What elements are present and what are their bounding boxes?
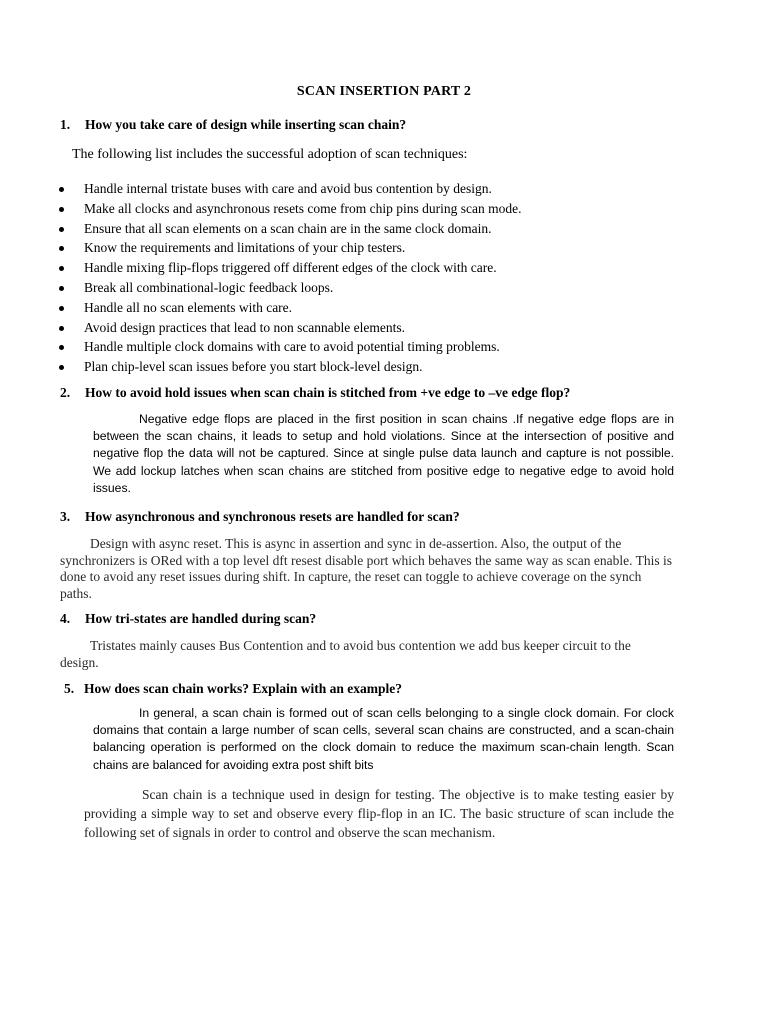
document-title: SCAN INSERTION PART 2 [296,84,472,99]
q3-answer [60,536,672,602]
question-number: 5. [64,681,75,696]
list-item: Break all combinational-logic feedback loops. [56,278,522,298]
bullet-icon [59,365,64,370]
question-3 [60,509,460,525]
q1-intro: The following list includes the successful adoption of scan techniques: [72,147,468,162]
question-text: How asynchronous and synchronous resets are handled for scan? [85,509,460,524]
list-item: Ensure that all scan elements on a scan chain are in the same clock domain. [56,219,522,239]
q5-answer-1 [93,705,674,774]
list-item: Make all clocks and asynchronous resets come from chip pins during scan mode. [56,199,522,219]
question-2 [60,385,570,401]
list-item: Avoid design practices that lead to non scannable elements. [56,318,522,338]
answer-text: Tristates mainly causes Bus Contention and to avoid bus contention we add bus keeper circuit to the design. [60,638,631,670]
bullet-icon [59,306,64,311]
q2-answer [93,411,674,497]
list-item: Handle multiple clock domains with care to avoid potential timing problems. [56,337,522,357]
bullet-icon [59,187,64,192]
question-number: 2. [60,385,71,400]
bullet-icon [59,345,64,350]
answer-text: Scan chain is a technique used in design for testing. The objective is to make testing easier by providing a simple way to set and observe every flip-flop in an IC. The basic structure of scan include the following set of signals in order to control and observe the scan mechanism. [84,787,674,840]
list-item: Handle mixing flip-flops triggered off different edges of the clock with care. [56,258,522,278]
bullet-icon [59,286,64,291]
question-number: 1. [60,117,71,132]
question-number: 4. [60,611,71,626]
bullet-icon [59,326,64,331]
list-item: Handle internal tristate buses with care and avoid bus contention by design. [56,179,522,199]
answer-text: Design with async reset. This is async in assertion and sync in de-assertion. Also, the output of the synchronizers is ORed with a top level dft resest disable port which behaves the same way as scan enable. This is done to avoid any reset issues during shift. In capture, the reset can toggle to achieve coverage on the synch paths. [60,536,672,601]
list-item: Handle all no scan elements with care. [56,298,522,318]
question-text: How to avoid hold issues when scan chain is stitched from +ve edge to –ve edge flop? [85,385,571,400]
list-item: Plan chip-level scan issues before you start block-level design. [56,357,522,377]
question-text: How you take care of design while inserting scan chain? [85,117,407,132]
bullet-icon [59,207,64,212]
question-number: 3. [60,509,71,524]
question-text: How does scan chain works? Explain with an example? [84,681,403,696]
question-4 [60,611,316,627]
bullet-icon [59,246,64,251]
list-item: Know the requirements and limitations of your chip testers. [56,238,522,258]
q4-answer [60,638,672,671]
answer-text: In general, a scan chain is formed out of scan cells belonging to a single clock domain. For clock domains that contain a large number of scan cells, several scan chains are constructed, and a scan-chain balancing operation is performed on the clock domain to reduce the maximum scan-chain length. Scan chains are balanced for avoiding extra post shift bits [93,706,674,772]
answer-text: Negative edge flops are placed in the first position in scan chains .If negative edge flops are in between the scan chains, it leads to setup and hold violations. Since at the intersection of positive and negative flop the data will not be captured. Since at single pulse data launch and capture is not possible. We add lockup latches when scan chains are stitched from positive edge to negative edge to avoid hold issues. [93,412,674,495]
question-1 [60,117,406,133]
bullet-icon [59,227,64,232]
q1-bullet-list [56,179,522,377]
question-text: How tri-states are handled during scan? [85,611,317,626]
question-5 [64,681,402,697]
bullet-icon [59,266,64,271]
q5-answer-2 [84,786,674,842]
